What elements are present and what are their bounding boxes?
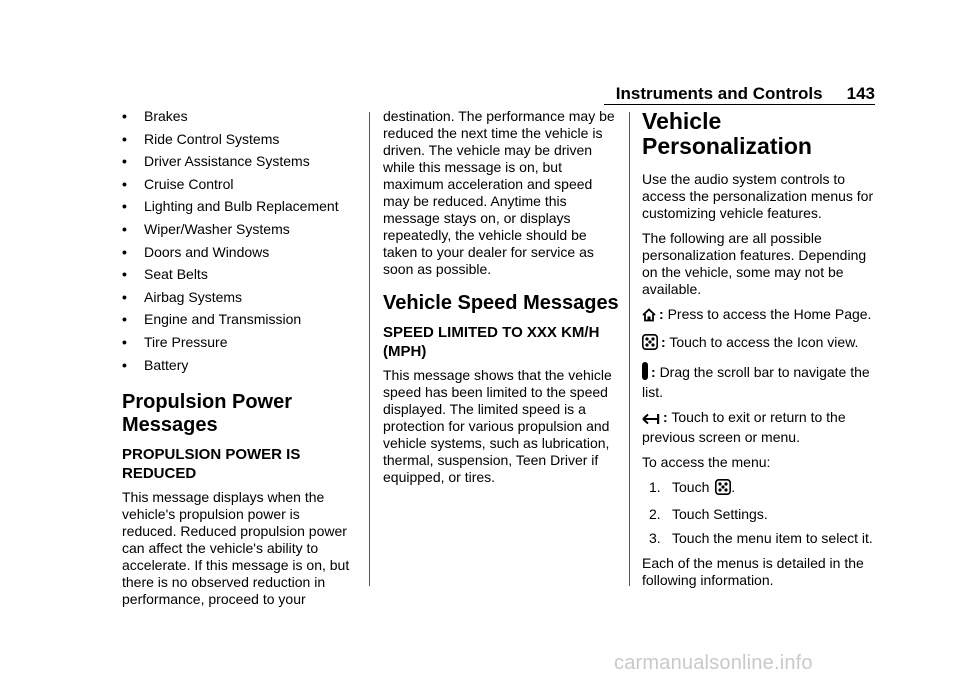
icon-view-description: : Touch to access the Icon view. [642,334,878,354]
list-item: • Driver Assistance Systems [122,153,310,170]
list-item: • Battery [122,356,189,373]
back-description: : Touch to exit or return to the previous screen or menu. [642,409,846,445]
back-icon [642,412,660,429]
list-item: • Tire Pressure [122,333,228,350]
page-header [580,84,875,104]
list-item: • Cruise Control [122,175,234,192]
section-title: Instruments and Controls [615,84,823,103]
body-paragraph: This message displays when the vehicle's propulsion power is reduced. Reduced propulsion power can affect the vehicle's ability to accelerate. If this message is on, but there is no observed reduction in performance, proceed to your [122,489,350,608]
list-item: • Seat Belts [122,266,208,283]
list-item: • Lighting and Bulb Replacement [122,198,339,215]
icon-view-icon [715,479,731,499]
body-paragraph: Use the audio system controls to access the personalization menus for customizing vehicle features. [642,171,874,221]
column-1 [122,108,358,616]
column-2 [383,108,621,494]
home-icon [642,308,656,326]
access-steps [642,479,878,547]
list-item: • Wiper/Washer Systems [122,220,290,237]
list-item: 2. Touch Settings. [649,506,768,522]
scroll-bar-description: : Drag the scroll bar to navigate the list. [642,364,870,400]
list-item: • Doors and Windows [122,243,270,260]
body-paragraph: destination. The performance may be reduced the next time the vehicle is driven. The vehicle may be driven while this message is on, but maximum acceleration and speed may be reduced. Anytime this message stays on, or displays repeatedly, the vehicle should be taken to your dealer for service as soon as possible. [383,108,615,277]
column-3 [642,108,878,597]
header-rule [604,104,875,105]
list-item: • Airbag Systems [122,288,243,305]
list-item: 1. Touch . [642,479,878,499]
list-item: • Brakes [122,108,188,124]
column-divider-1 [369,112,370,586]
column-divider-2 [629,112,630,586]
system-list [122,108,358,379]
message-heading-propulsion-reduced: PROPULSION POWER IS REDUCED [122,446,301,483]
section-heading-speed: Vehicle Speed Messages [383,292,619,314]
list-item: • Engine and Transmission [122,311,302,328]
body-paragraph: This message shows that the vehicle speed has been limited to the speed displayed. The limited speed is a protection for various propulsion and vehicle systems, such as lubrication, thermal, suspension, Teen Driver if equipped, or tires. [383,367,612,485]
list-item: 3. Touch the menu item to select it. [649,530,873,546]
body-paragraph: The following are all possible personalization features. Depending on the vehicle, some may not be available. [642,230,867,297]
icon-view-icon [642,334,658,354]
scroll-bar-icon [642,362,648,384]
closing-paragraph: Each of the menus is detailed in the following information. [642,555,864,588]
home-description: : Press to access the Home Page. [642,306,878,326]
access-intro: To access the menu: [642,454,771,470]
message-heading-speed-limited: SPEED LIMITED TO XXX KM/H (MPH) [383,324,600,360]
section-heading-personalization: Vehicle Personalization [642,108,812,159]
page-number: 143 [846,84,875,103]
watermark: carmanualsonline.info [614,652,813,674]
list-item: • Ride Control Systems [122,130,280,147]
section-heading-propulsion: Propulsion Power Messages [122,391,293,437]
